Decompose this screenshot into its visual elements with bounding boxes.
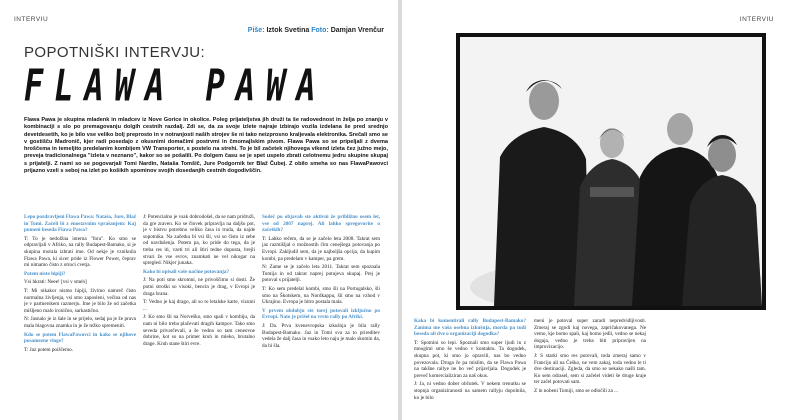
interview-answer: T: Jaz potem poiščemo. xyxy=(24,346,74,353)
interview-answer: T: Lahko rečem, da se je začelo leta 2008. Takrat sem jaz razmišljal o možnostih čim cenejšega potovanja po Evropi. Zakljudil sem, da je najboljša opcija, da kupim kombi, pa predelam v kamper, pa grem. xyxy=(262,235,380,262)
interview-answer: J: Ja, ni vedno dober občutek. V nekem trenutku se stopnja organiziranosti na samem rallyju dopolnila, ko je bilo xyxy=(414,381,526,401)
interview-answer: Vsi hkrati: Neee! [vsi v smeh] xyxy=(24,279,87,286)
author-name: Iztok Svetina xyxy=(266,27,310,34)
group-photo xyxy=(456,33,766,310)
interview-question: Kako bi opisali vaše načine potovanja? xyxy=(143,268,230,275)
interview-answer: N: Jasnalo je iz šale in se prijelo, sedaj pa je že prava mala blagovna znamka in je že težko spremeniti. xyxy=(24,316,136,329)
text-column xyxy=(414,318,526,420)
left-page xyxy=(0,0,398,420)
interview-answer: T: Mi nikakor nismo hipiji, živimo namreč čisto normalna življenja, vsi smo zaposleni, večina od nas je v partnerskem razmerju. Ime je bilo že od začetka mišljeno malo ironično, sarkastično. xyxy=(24,287,136,314)
interview-answer: J: S starki smo res potovali, toda zmeraj samo v Francijo ali na Češko, ne vem zakaj, toda vedno le ti dve destinaciji. Zgleda, da smo se nekako našli tam. Ko sem odrasel, sem si začelel videti še druge kraje ter začel potovati sam. xyxy=(534,352,646,386)
text-column xyxy=(262,214,380,420)
right-page xyxy=(402,0,800,420)
running-head-right: INTERVIU xyxy=(739,16,774,23)
interview-answer: J: Potencialno je vsak dobrodošel, da se nam pridruži, da gre zraven. Ko se človek pripravlja na daljšo pot, je v bistvu potrebno veliko časa in truda, da najde sopotnika. Na začetku bi vsi šli, vsi so čisto iz sebe od navdušenja. Potem pa, ko pride do tega, da je treba res iti, vzeti tri ali štiri tedne dopusta, brejli stvari že vse evrov, znamkati ne vel nikogar na spregled. Nikjer junaka. xyxy=(143,214,255,267)
article-kicker: POPOTNIŠKI INTERVJU: xyxy=(24,44,206,61)
running-head-left: INTERVIU xyxy=(14,16,49,23)
interview-answer: T: Ko sem predelal kombi, smo šli na Portugalsko, šli smo na Škotskem, na Nordkappu, šli smo na vzhod v Ukrajino. Evropa je hitro postala mala. xyxy=(262,285,380,306)
author-label: Piše: xyxy=(247,27,265,34)
text-column xyxy=(24,214,136,420)
byline xyxy=(248,27,384,34)
interview-answer: J: Da. Prva kvenevropska izkušnja je bila rally Budapest-Bamako. Jaz in Tomi sva za to prireditev vedela že dalj časa in vsako leto naju je malo skomin da, da bi šla. xyxy=(262,322,380,349)
interview-answer: N: Zame se je začelo leta 2011. Takrat sem spoznala Tomija in od takrat naprej potujeva skupaj. Prej je potoval s prijatelji. xyxy=(262,264,380,284)
interview-question: Sodeč po objavah ste aktivni že približno osem let, vse od 2007 naprej. Ali lahko spregovorite o začetkih? xyxy=(262,214,380,234)
interview-answer: J: Na poti smo skromni, ne privoščimo si dosti. Že potni stroški so visoki, bencin je drag, v Evropi je draga hrana. xyxy=(143,277,255,297)
photo-label: Foto: xyxy=(311,27,329,34)
interview-answer: T: Vedno je kaj drago, ali so to letalske karte, vizumi ... xyxy=(143,299,255,312)
interview-answer: J: Ko smo šli na Norveško, smo spali v kombiju, da nam ni bilo treba plačevati dragih kampov. Tako smo seveda privarčevali, a še vedno so tam ceneovne dobrine, kot so na primer kruh in mleko, brutalno drage. Kruh stane štiri evre. xyxy=(143,314,255,347)
interview-question: Kdo se potem FlawaPawovci in kako se njihove posamezne vloge? xyxy=(24,331,136,345)
interview-answer: meni je potoval super zaradi nepredvidljivosti. Zmeraj se zgodi kaj novega, zapričakovanega. Ne vemo, kje bomo spali, kaj bomo jedli, vedno se nekaj dogaja, vedno je treba biti pripravljen na improvizacijo. xyxy=(534,318,646,351)
group-photo-image xyxy=(460,37,762,306)
interview-answer: T: Spomini so lepi. Spoznali smo super ljudi in z mnogimi smo še vedno v kontaktu. Ta dogodek, skupna pot, ki smo jo opravili, nas bo vedno povezovala. Druga če pa mislim, da se Flawa Pawa na takšne rallye ne bo več prijavljala. Dogodek je preveč komercializiran za naš okus. xyxy=(414,339,526,379)
interview-question: V prvem obdobju ste torej potovali izključno po Evropi. Nato je prišel na vrsto rally po Afriki. xyxy=(262,307,380,321)
photographer-name: Damjan Vrenčur xyxy=(330,27,384,34)
interview-answer: T: To je nedolžna interna "fora". Ko smo se odpravljali v Afriko, na rally Budapest-Bamako, si je skupina morala izbrati ime. Od nekje je vzniknila Flawa Pawa, ki sicer pride iz Flower Power, čeprav mi nimamo čisto z otroci cvetja. xyxy=(24,235,136,269)
interview-answer: Z in nobeni Tomiji, smo se odločili za ... xyxy=(534,387,618,394)
interview-question: Kaka bi komentirali rally Budapest-Bamako? Zanima me vaša osebna izkušnja, morda pa tudi beseda ali dve o organizaciji dogodka? xyxy=(414,318,526,338)
interview-question: Lepo pozdravljeni Flawa Pawa: Nataša, Jure, Blaž in Tomi. Začeli bi z enostavnim vprašanjem: Kaj pomeni beseda Flawa Pawa? xyxy=(24,214,136,234)
text-column xyxy=(534,318,646,420)
article-intro: Flawa Pawa je skupina mladenk in mladcev iz Nove Gorice in okolice. Poleg prijateljstva jih druži ta še radovednost in želja po znanju v kombinaciji s slo po premagovanju dolgih cestnih razdalj. Zdi se, da za svoje izlete najraje izbirajo vozila izdelana še pred srednjo devetdesetih, ko je bilo vse veliko bolj preprosto in v notranjosti naših strojev še ni tako neizprosno kraljevala elektronika. Srečali smo se v gostišču Madronič, kjer radi posedajo z okusnimi domačimi postrvmi in čmomajlskim pivom. Flawa Pawa so se pripeljali z dvema hroščema in temeljito predelanim kombijem VW Transporter, s postelo na strehi. To je bil začetek njihovega vikend izleta čez južno mejo, preveja tradicionalnega "izleta v neznano", kakor so se pošalili. Po dolgem času se je spet uspelo zbrati celotnemu jedru skupine skupaj s prijatelji. Z nami so se pogovarjali Tomi Nardin, Nataša Tomšič, Jure Podgornik ter Blaž Čubej. Z obilo smeha so nas FlawaPawovci prijazno vzeli s seboj na izlet po košikih spominov svojih dosedanjih cestnih dogodivščin. xyxy=(24,117,388,175)
text-column xyxy=(143,214,255,420)
article-title: FLAWA PAWA xyxy=(24,60,327,112)
interview-question: Potem niste hipiji? xyxy=(24,270,66,277)
